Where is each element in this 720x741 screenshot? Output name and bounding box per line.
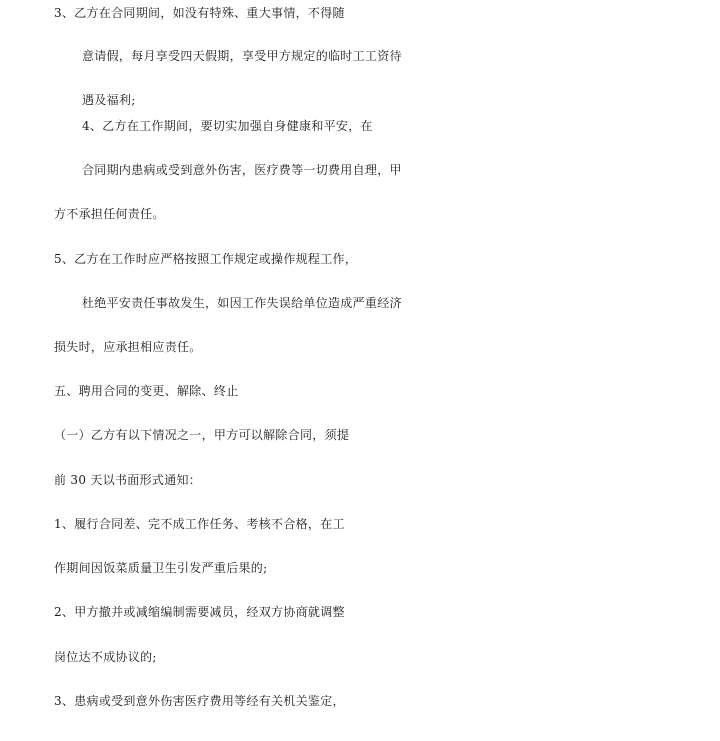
text-line: 损失时，应承担相应责任。 [54,340,202,354]
text-line: 方不承担任何责任。 [54,207,165,221]
text-line: 岗位达不成协议的; [54,650,157,664]
text-line: 前 30 天以书面形式通知： [54,473,202,487]
text-line: 遇及福利; [82,93,136,107]
text-line: 3、乙方在合同期间，如没有特殊、重大事情，不得随 [54,6,345,20]
text-line: 4、乙方在工作期间，要切实加强自身健康和平安，在 [82,119,373,133]
text-line: 合同期内患病或受到意外伤害，医疗费等一切费用自理，甲 [82,163,402,177]
text-line: 1、履行合同差、完不成工作任务、考核不合格，在工 [54,517,345,531]
text-line: 作期间因饭菜质量卫生引发严重后果的; [54,561,268,575]
text-line: 3、患病或受到意外伤害医疗费用等经有关机关鉴定， [54,694,345,708]
section-heading: 五、聘用合同的变更、解除、终止 [54,384,239,398]
text-line: 5、乙方在工作时应严格按照工作规定或操作规程工作， [54,252,358,266]
text-line: （一）乙方有以下情况之一，甲方可以解除合同，须提 [54,428,350,442]
text-line: 意请假，每月享受四天假期，享受甲方规定的临时工工资待 [82,49,402,63]
text-line: 2、甲方撤并或减缩编制需要减员，经双方协商就调整 [54,605,345,619]
text-line: 杜绝平安责任事故发生，如因工作失误给单位造成严重经济 [82,296,402,310]
